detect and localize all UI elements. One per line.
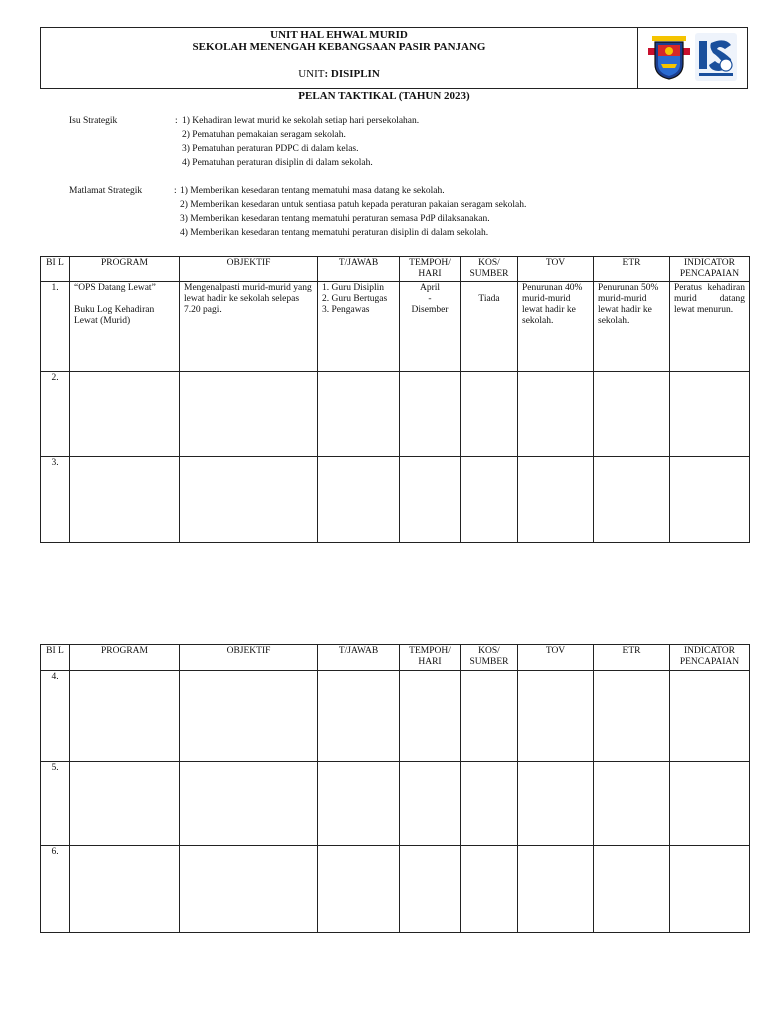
row-objektif: [180, 671, 318, 762]
row-program: [70, 671, 180, 762]
header-text: [41, 28, 637, 88]
col-objektif: OBJEKTIF: [180, 257, 318, 282]
row-etr: [594, 762, 670, 846]
table-header-row: [41, 645, 750, 671]
matlamat-item: 1) Memberikan kesedaran tentang mematuhi masa datang ke sekolah.: [180, 186, 445, 196]
row-bil: 1.: [41, 282, 70, 372]
col-etr: ETR: [594, 257, 670, 282]
row-indicator: [670, 372, 750, 457]
table-row: [41, 846, 750, 933]
col-tempoh: TEMPOH/ HARI: [400, 257, 461, 282]
row-tjawab: [318, 457, 400, 543]
col-tjawab: T/JAWAB: [318, 645, 400, 671]
unit-prefix: UNIT: [298, 68, 325, 80]
isu-item: 1) Kehadiran lewat murid ke sekolah setiap hari persekolahan.: [182, 116, 420, 126]
row-objektif: [180, 846, 318, 933]
row-kos: [461, 762, 518, 846]
col-etr: ETR: [594, 645, 670, 671]
row-kos: [461, 372, 518, 457]
logo-cell: [637, 28, 748, 88]
plan-table-2: [40, 644, 750, 933]
col-tempoh: TEMPOH/ HARI: [400, 645, 461, 671]
isu-strategik-colon: :: [175, 116, 178, 126]
row-bil: 5.: [41, 762, 70, 846]
col-bil: BI L: [41, 257, 70, 282]
row-indicator: [670, 671, 750, 762]
matlamat-strategik-list: [180, 184, 526, 240]
plan-title: PELAN TAKTIKAL (TAHUN 2023): [298, 90, 470, 102]
row-tempoh: [400, 372, 461, 457]
row-tov: [518, 846, 594, 933]
row-etr: Penurunan 50% murid-murid lewat hadir ke sekolah.: [594, 282, 670, 372]
row-tov: [518, 457, 594, 543]
row-tjawab: 1. Guru Disiplin 2. Guru Bertugas 3. Pengawas: [318, 282, 400, 372]
row-tjawab: [318, 372, 400, 457]
row-objektif: Mengenalpasti murid-murid yang lewat hadir ke sekolah selepas 7.20 pagi.: [180, 282, 318, 372]
row-bil: 2.: [41, 372, 70, 457]
matlamat-item: 3) Memberikan kesedaran tentang mematuhi peraturan semasa PdP dilaksanakan.: [180, 214, 490, 224]
row-etr: [594, 671, 670, 762]
row-kos: [461, 457, 518, 543]
row-tov: [518, 762, 594, 846]
row-etr: [594, 457, 670, 543]
col-objektif: OBJEKTIF: [180, 645, 318, 671]
table-row: [41, 372, 750, 457]
row-tjawab: [318, 762, 400, 846]
col-indicator: INDICATOR PENCAPAIAN: [670, 257, 750, 282]
row-kos: [461, 671, 518, 762]
table-header-row: [41, 257, 750, 282]
plan-table-1: [40, 256, 750, 543]
row-program: [70, 762, 180, 846]
unit-line: [41, 68, 637, 80]
row-indicator: [670, 762, 750, 846]
row-tempoh: [400, 671, 461, 762]
table-row: [41, 457, 750, 543]
col-program: PROGRAM: [70, 257, 180, 282]
row-program: “OPS Datang Lewat” Buku Log Kehadiran Lewat (Murid): [70, 282, 180, 372]
matlamat-item: 2) Memberikan kesedaran untuk sentiasa patuh kepada peraturan pakaian seragam sekolah.: [180, 200, 527, 210]
matlamat-strategik-colon: :: [174, 186, 177, 196]
row-objektif: [180, 457, 318, 543]
header-box: [40, 27, 748, 89]
anniversary-logo: [695, 33, 737, 81]
row-tov: [518, 372, 594, 457]
row-kos: Tiada: [461, 282, 518, 372]
isu-strategik-list: [182, 114, 419, 170]
row-program: [70, 846, 180, 933]
col-tov: TOV: [518, 645, 594, 671]
row-etr: [594, 846, 670, 933]
row-tov: [518, 671, 594, 762]
row-tempoh: [400, 762, 461, 846]
isu-item: 3) Pematuhan peraturan PDPC di dalam kelas.: [182, 144, 359, 154]
isu-strategik-label: Isu Strategik: [69, 116, 118, 126]
row-tempoh: April - Disember: [400, 282, 461, 372]
row-objektif: [180, 372, 318, 457]
col-indicator: INDICATOR PENCAPAIAN: [670, 645, 750, 671]
table-row: [41, 762, 750, 846]
isu-item: 4) Pematuhan peraturan disiplin di dalam sekolah.: [182, 158, 373, 168]
col-program: PROGRAM: [70, 645, 180, 671]
row-tempoh: [400, 457, 461, 543]
school-crest-logo: [648, 34, 690, 80]
school-name: SEKOLAH MENENGAH KEBANGSAAN PASIR PANJANG: [192, 41, 486, 53]
col-tov: TOV: [518, 257, 594, 282]
row-tempoh: [400, 846, 461, 933]
col-bil: BI L: [41, 645, 70, 671]
row-bil: 3.: [41, 457, 70, 543]
unit-title: UNIT HAL EHWAL MURID: [270, 29, 408, 41]
row-tov: Penurunan 40% murid-murid lewat hadir ke sekolah.: [518, 282, 594, 372]
unit-name: : DISIPLIN: [324, 68, 380, 80]
row-tjawab: [318, 671, 400, 762]
row-objektif: [180, 762, 318, 846]
row-bil: 6.: [41, 846, 70, 933]
row-bil: 4.: [41, 671, 70, 762]
row-indicator: [670, 457, 750, 543]
col-kos: KOS/ SUMBER: [461, 257, 518, 282]
row-indicator: [670, 846, 750, 933]
table-row: [41, 671, 750, 762]
matlamat-strategik-label: Matlamat Strategik: [69, 186, 143, 196]
table-row: [41, 282, 750, 372]
col-kos: KOS/ SUMBER: [461, 645, 518, 671]
row-etr: [594, 372, 670, 457]
row-tjawab: [318, 846, 400, 933]
matlamat-item: 4) Memberikan kesedaran tentang mematuhi peraturan disiplin di dalam sekolah.: [180, 228, 489, 238]
row-kos: [461, 846, 518, 933]
col-tjawab: T/JAWAB: [318, 257, 400, 282]
row-indicator: Peratus kehadiran murid datang lewat menurun.: [670, 282, 750, 372]
row-program: [70, 457, 180, 543]
isu-item: 2) Pematuhan pemakaian seragam sekolah.: [182, 130, 346, 140]
row-program: [70, 372, 180, 457]
